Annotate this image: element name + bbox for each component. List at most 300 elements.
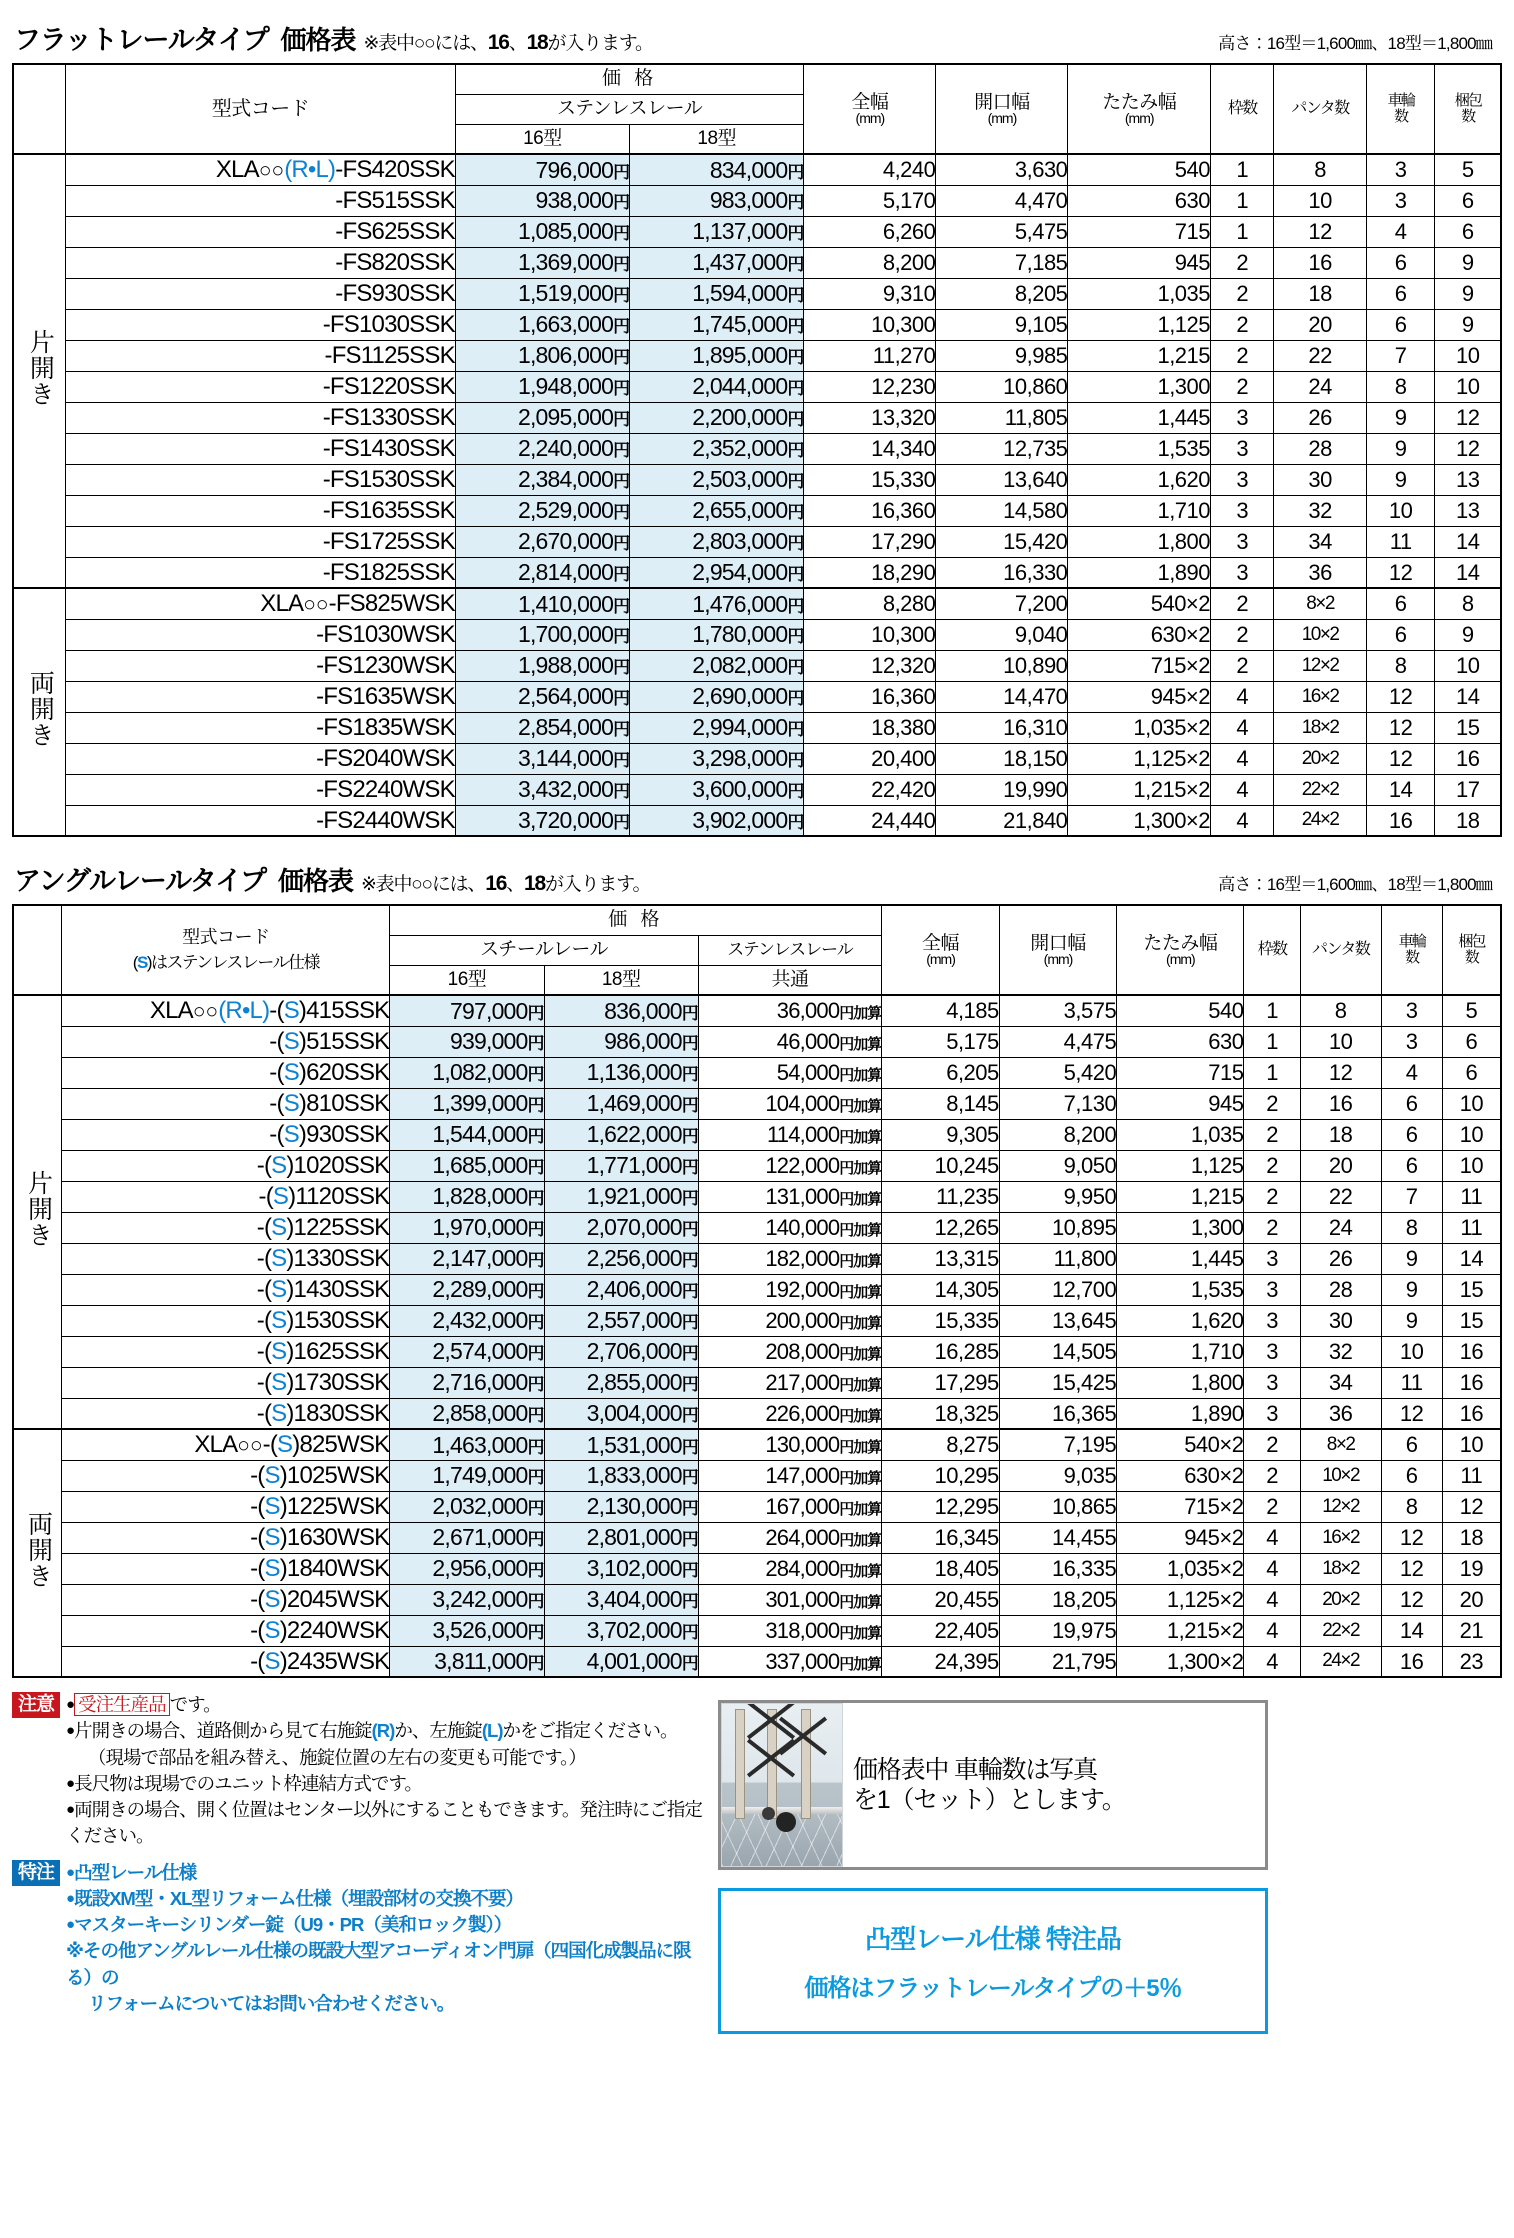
fold-width-cell: 540×2 (1068, 588, 1211, 619)
full-width-cell: 17,290 (804, 526, 936, 557)
table-row (13, 1429, 1501, 1460)
th-stainless-rail: ステンレスレール (455, 94, 804, 124)
table-row (13, 1026, 1501, 1057)
full-width-cell: 4,185 (882, 995, 999, 1026)
open-width-cell: 3,630 (936, 154, 1068, 185)
full-width-cell: 22,405 (882, 1615, 999, 1646)
price-18-cell: 1,780,000円 (630, 619, 804, 650)
panta-count-cell: 32 (1300, 1336, 1381, 1367)
package-count-cell: 12 (1435, 402, 1501, 433)
wheel-count-cell: 8 (1366, 650, 1435, 681)
open-width-cell: 18,150 (936, 743, 1068, 774)
price-16-cell: 3,811,000円 (390, 1646, 544, 1677)
panta-count-cell: 26 (1300, 1243, 1381, 1274)
panta-count-cell: 22×2 (1300, 1615, 1381, 1646)
table2-double-open-body (13, 1429, 1501, 1677)
table-row (13, 371, 1501, 402)
price-16-cell: 2,670,000円 (455, 526, 629, 557)
stainless-add-price-cell: 337,000円加算 (698, 1646, 882, 1677)
model-code-cell: -(S)1625SSK (62, 1336, 390, 1367)
price-16-cell: 1,685,000円 (390, 1150, 544, 1181)
flat-rail-type-title: フラットレールタイプ (14, 25, 269, 55)
model-code-cell: -FS1430SSK (66, 433, 455, 464)
th-wheel-count: 車輪 数 (1366, 64, 1435, 154)
gate-wheel-photo (721, 1703, 843, 1867)
model-code-cell: XLA○○(R•L)-(S)415SSK (62, 995, 390, 1026)
panta-count-cell: 24×2 (1274, 805, 1366, 836)
full-width-cell: 16,360 (804, 495, 936, 526)
open-width-cell: 4,470 (936, 185, 1068, 216)
table-row (13, 1336, 1501, 1367)
price-16-cell: 1,988,000円 (455, 650, 629, 681)
panta-count-cell: 12×2 (1300, 1491, 1381, 1522)
fold-width-cell: 1,035 (1068, 278, 1211, 309)
open-width-cell: 21,795 (999, 1646, 1116, 1677)
wheel-count-cell: 6 (1381, 1150, 1442, 1181)
open-width-cell: 19,990 (936, 774, 1068, 805)
fold-width-cell: 1,710 (1068, 495, 1211, 526)
stainless-add-price-cell: 122,000円加算 (698, 1150, 882, 1181)
table-row (13, 1057, 1501, 1088)
table-row (13, 402, 1501, 433)
flat-rail-height-note: 高さ：16型＝1,600㎜、18型＝1,800㎜ (1218, 34, 1492, 53)
frame-count-cell: 1 (1211, 154, 1274, 185)
price-18-cell: 1,833,000円 (544, 1460, 698, 1491)
package-count-cell: 6 (1435, 185, 1501, 216)
frame-count-cell: 2 (1244, 1212, 1300, 1243)
open-width-cell: 14,580 (936, 495, 1068, 526)
price-16-cell: 3,432,000円 (455, 774, 629, 805)
caution-line-5: ●両開きの場合、開く位置はセンター以外にすることもできます。発注時にご指定ください。 (66, 1799, 702, 1847)
package-count-cell: 10 (1442, 1088, 1501, 1119)
angle-rail-height-note: 高さ：16型＝1,600㎜、18型＝1,800㎜ (1218, 875, 1492, 894)
package-count-cell: 9 (1435, 619, 1501, 650)
stainless-add-price-cell: 208,000円加算 (698, 1336, 882, 1367)
frame-count-cell: 2 (1244, 1491, 1300, 1522)
package-count-cell: 5 (1435, 154, 1501, 185)
wheel-count-cell: 7 (1381, 1181, 1442, 1212)
panta-count-cell: 34 (1300, 1367, 1381, 1398)
fold-width-cell: 540 (1117, 995, 1244, 1026)
fold-width-cell: 1,300 (1068, 371, 1211, 402)
price-18-cell: 834,000円 (630, 154, 804, 185)
fold-width-cell: 540 (1068, 154, 1211, 185)
caution-note-lines (66, 1692, 712, 1850)
stainless-add-price-cell: 46,000円加算 (698, 1026, 882, 1057)
price-16-cell: 2,858,000円 (390, 1398, 544, 1429)
wheel-count-cell: 12 (1366, 681, 1435, 712)
package-count-cell: 10 (1435, 340, 1501, 371)
package-count-cell: 11 (1442, 1460, 1501, 1491)
open-width-cell: 7,130 (999, 1088, 1116, 1119)
wheel-count-cell: 7 (1366, 340, 1435, 371)
panta-count-cell: 16×2 (1274, 681, 1366, 712)
package-count-cell: 21 (1442, 1615, 1501, 1646)
frame-count-cell: 3 (1211, 402, 1274, 433)
full-width-cell: 22,420 (804, 774, 936, 805)
full-width-cell: 8,145 (882, 1088, 999, 1119)
panta-count-cell: 36 (1274, 557, 1366, 588)
th-type16: 16型 (390, 965, 544, 995)
stainless-add-price-cell: 114,000円加算 (698, 1119, 882, 1150)
frame-count-cell: 2 (1211, 650, 1274, 681)
th-model-code: 型式コード (66, 64, 455, 154)
wheel-count-cell: 6 (1366, 309, 1435, 340)
model-code-cell: XLA○○-(S)825WSK (62, 1429, 390, 1460)
full-width-cell: 10,300 (804, 619, 936, 650)
model-code-cell: -(S)1225SSK (62, 1212, 390, 1243)
model-code-cell: -FS1125SSK (66, 340, 455, 371)
open-width-cell: 9,040 (936, 619, 1068, 650)
price-18-cell: 1,469,000円 (544, 1088, 698, 1119)
frame-count-cell: 1 (1244, 1026, 1300, 1057)
price-16-cell: 939,000円 (390, 1026, 544, 1057)
panta-count-cell: 8×2 (1300, 1429, 1381, 1460)
price-16-cell: 1,410,000円 (455, 588, 629, 619)
model-code-cell: -FS1530SSK (66, 464, 455, 495)
package-count-cell: 12 (1435, 433, 1501, 464)
model-code-cell: -(S)515SSK (62, 1026, 390, 1057)
table2-header-row-1 (13, 905, 1501, 935)
panta-count-cell: 20 (1274, 309, 1366, 340)
full-width-cell: 4,240 (804, 154, 936, 185)
model-code-cell: -FS1725SSK (66, 526, 455, 557)
frame-count-cell: 2 (1244, 1088, 1300, 1119)
open-width-cell: 10,860 (936, 371, 1068, 402)
full-width-cell: 14,340 (804, 433, 936, 464)
price-18-cell: 2,082,000円 (630, 650, 804, 681)
price-18-cell: 2,557,000円 (544, 1305, 698, 1336)
th-open-type-spacer (13, 64, 66, 154)
table-row (13, 1088, 1501, 1119)
frame-count-cell: 4 (1244, 1615, 1300, 1646)
fold-width-cell: 1,620 (1068, 464, 1211, 495)
model-code-cell: -(S)1730SSK (62, 1367, 390, 1398)
full-width-cell: 24,395 (882, 1646, 999, 1677)
price-18-cell: 2,256,000円 (544, 1243, 698, 1274)
open-width-cell: 9,050 (999, 1150, 1116, 1181)
model-code-cell: -FS515SSK (66, 185, 455, 216)
price-16-cell: 2,574,000円 (390, 1336, 544, 1367)
price-16-cell: 3,242,000円 (390, 1584, 544, 1615)
price-16-cell: 2,147,000円 (390, 1243, 544, 1274)
price-16-cell: 2,095,000円 (455, 402, 629, 433)
th-open-type-spacer (13, 905, 62, 995)
price-16-cell: 2,564,000円 (455, 681, 629, 712)
th-price-group: 価 格 (455, 64, 804, 94)
th-type18: 18型 (630, 124, 804, 154)
wheel-count-cell: 9 (1381, 1305, 1442, 1336)
fold-width-cell: 945 (1117, 1088, 1244, 1119)
price-18-cell: 3,404,000円 (544, 1584, 698, 1615)
table1-double-open-body (13, 588, 1501, 836)
wheel-count-cell: 10 (1381, 1336, 1442, 1367)
flat-rail-pricelist-label: 価格表 (280, 25, 356, 55)
table-row (13, 216, 1501, 247)
footer-notes-left (12, 1692, 712, 2023)
fold-width-cell: 1,445 (1068, 402, 1211, 433)
flat-rail-circle-note: ※表中○○には、16、18が入ります。 (363, 31, 653, 54)
price-16-cell: 1,948,000円 (455, 371, 629, 402)
model-code-cell: XLA○○-FS825WSK (66, 588, 455, 619)
model-code-cell: -FS2240WSK (66, 774, 455, 805)
package-count-cell: 17 (1435, 774, 1501, 805)
price-18-cell: 2,855,000円 (544, 1367, 698, 1398)
price-18-cell: 1,895,000円 (630, 340, 804, 371)
caster-small (762, 1807, 775, 1820)
wheel-count-cell: 6 (1381, 1460, 1442, 1491)
open-width-cell: 7,185 (936, 247, 1068, 278)
price-18-cell: 2,200,000円 (630, 402, 804, 433)
table-row (13, 495, 1501, 526)
panta-count-cell: 30 (1274, 464, 1366, 495)
special-line-4: ※その他アングルレール仕様の既設大型アコーディオン門扉（四国化成製品に限る）の (66, 1940, 691, 1988)
fold-width-cell: 1,300×2 (1068, 805, 1211, 836)
table-row (13, 1491, 1501, 1522)
table-row (13, 1274, 1501, 1305)
wheel-count-cell: 9 (1381, 1243, 1442, 1274)
package-count-cell: 14 (1442, 1243, 1501, 1274)
panta-count-cell: 28 (1300, 1274, 1381, 1305)
fold-width-cell: 715 (1068, 216, 1211, 247)
panta-count-cell: 12×2 (1274, 650, 1366, 681)
fold-width-cell: 1,215 (1068, 340, 1211, 371)
angle-rail-pricelist-label: 価格表 (277, 866, 353, 896)
model-code-cell: -FS1030SSK (66, 309, 455, 340)
full-width-cell: 18,325 (882, 1398, 999, 1429)
model-code-cell: -(S)1430SSK (62, 1274, 390, 1305)
caution-line-2: ●片開きの場合、道路側から見て右施錠(R)か、左施錠(L)かをご指定ください。 (66, 1720, 678, 1742)
panta-count-cell: 18 (1300, 1119, 1381, 1150)
price-18-cell: 1,745,000円 (630, 309, 804, 340)
special-line-2: ●既設XM型・XL型リフォーム仕様（埋設部材の交換不要） (66, 1887, 524, 1909)
fold-width-cell: 1,535 (1068, 433, 1211, 464)
price-18-cell: 3,600,000円 (630, 774, 804, 805)
angle-rail-type-title: アングルレールタイプ (14, 866, 266, 896)
model-code-cell: -FS1825SSK (66, 557, 455, 588)
model-code-cell: -(S)1630WSK (62, 1522, 390, 1553)
table-row (13, 1181, 1501, 1212)
stainless-add-price-cell: 284,000円加算 (698, 1553, 882, 1584)
th-type18: 18型 (544, 965, 698, 995)
price-16-cell: 2,289,000円 (390, 1274, 544, 1305)
wheel-count-cell: 14 (1366, 774, 1435, 805)
full-width-cell: 12,265 (882, 1212, 999, 1243)
package-count-cell: 16 (1442, 1398, 1501, 1429)
panta-count-cell: 10×2 (1300, 1460, 1381, 1491)
open-width-cell: 5,475 (936, 216, 1068, 247)
table-row (13, 464, 1501, 495)
price-16-cell: 1,519,000円 (455, 278, 629, 309)
stainless-add-price-cell: 217,000円加算 (698, 1367, 882, 1398)
price-18-cell: 2,352,000円 (630, 433, 804, 464)
price-18-cell: 4,001,000円 (544, 1646, 698, 1677)
open-width-cell: 7,195 (999, 1429, 1116, 1460)
panta-count-cell: 18×2 (1300, 1553, 1381, 1584)
open-width-cell: 9,105 (936, 309, 1068, 340)
wheel-count-cell: 6 (1366, 619, 1435, 650)
wheel-count-cell: 3 (1381, 1026, 1442, 1057)
special-order-tag: 特注 (12, 1860, 60, 1886)
frame-count-cell: 3 (1244, 1274, 1300, 1305)
panta-count-cell: 24×2 (1300, 1646, 1381, 1677)
package-count-cell: 19 (1442, 1553, 1501, 1584)
price-16-cell: 1,085,000円 (455, 216, 629, 247)
wheel-photo-panel (718, 1700, 1268, 1870)
package-count-cell: 10 (1442, 1119, 1501, 1150)
th-open-width: 開口幅 (mm) (936, 64, 1068, 154)
price-18-cell: 3,902,000円 (630, 805, 804, 836)
open-width-cell: 16,335 (999, 1553, 1116, 1584)
stainless-add-price-cell: 130,000円加算 (698, 1429, 882, 1460)
package-count-cell: 15 (1435, 712, 1501, 743)
full-width-cell: 16,345 (882, 1522, 999, 1553)
fold-width-cell: 1,215 (1117, 1181, 1244, 1212)
table-row (13, 154, 1501, 185)
frame-count-cell: 4 (1211, 774, 1274, 805)
model-code-cell: -(S)1330SSK (62, 1243, 390, 1274)
table2-single-open-body (13, 995, 1501, 1429)
model-code-cell: -FS1835WSK (66, 712, 455, 743)
footer-notes-area (12, 1692, 1502, 2023)
fold-width-cell: 1,890 (1117, 1398, 1244, 1429)
table-row (13, 433, 1501, 464)
price-16-cell: 2,032,000円 (390, 1491, 544, 1522)
wheel-count-cell: 3 (1381, 995, 1442, 1026)
frame-count-cell: 2 (1244, 1119, 1300, 1150)
frame-count-cell: 4 (1244, 1553, 1300, 1584)
promo-line-2: 価格はフラットレールタイプの＋5％ (804, 1975, 1182, 2002)
stainless-add-price-cell: 147,000円加算 (698, 1460, 882, 1491)
panta-count-cell: 26 (1274, 402, 1366, 433)
full-width-cell: 14,305 (882, 1274, 999, 1305)
fold-width-cell: 715×2 (1068, 650, 1211, 681)
frame-count-cell: 1 (1211, 216, 1274, 247)
package-count-cell: 16 (1435, 743, 1501, 774)
frame-count-cell: 3 (1211, 557, 1274, 588)
table-row (13, 1243, 1501, 1274)
fold-width-cell: 1,800 (1068, 526, 1211, 557)
caution-line-3: （現場で部品を組み替え、施錠位置の左右の変更も可能です。） (88, 1746, 586, 1768)
special-order-note-block (12, 1860, 712, 2018)
price-16-cell: 1,544,000円 (390, 1119, 544, 1150)
wheel-count-cell: 8 (1381, 1212, 1442, 1243)
frame-count-cell: 4 (1244, 1584, 1300, 1615)
full-width-cell: 11,235 (882, 1181, 999, 1212)
price-18-cell: 2,503,000円 (630, 464, 804, 495)
panta-count-cell: 20×2 (1300, 1584, 1381, 1615)
full-width-cell: 15,335 (882, 1305, 999, 1336)
wheel-count-cell: 10 (1366, 495, 1435, 526)
price-18-cell: 3,298,000円 (630, 743, 804, 774)
model-code-cell: -FS1635WSK (66, 681, 455, 712)
price-16-cell: 2,432,000円 (390, 1305, 544, 1336)
price-18-cell: 3,702,000円 (544, 1615, 698, 1646)
fold-width-cell: 630×2 (1117, 1460, 1244, 1491)
fold-width-cell: 1,300×2 (1117, 1646, 1244, 1677)
group-label-double-open: 両開き (13, 588, 66, 836)
fold-width-cell: 630 (1068, 185, 1211, 216)
fold-width-cell: 1,125 (1068, 309, 1211, 340)
fold-width-cell: 1,620 (1117, 1305, 1244, 1336)
special-line-3: ●マスターキーシリンダー錠（U9・PR（美和ロック製）） (66, 1914, 512, 1936)
frame-count-cell: 1 (1244, 995, 1300, 1026)
full-width-cell: 5,175 (882, 1026, 999, 1057)
open-width-cell: 16,365 (999, 1398, 1116, 1429)
price-18-cell: 2,994,000円 (630, 712, 804, 743)
panta-count-cell: 20×2 (1274, 743, 1366, 774)
th-package-count: 梱包 数 (1435, 64, 1501, 154)
table-row (13, 743, 1501, 774)
price-16-cell: 3,526,000円 (390, 1615, 544, 1646)
open-width-cell: 7,200 (936, 588, 1068, 619)
table-row (13, 650, 1501, 681)
frame-count-cell: 2 (1211, 371, 1274, 402)
price-16-cell: 1,806,000円 (455, 340, 629, 371)
th-price-group: 価 格 (390, 905, 882, 935)
table-row (13, 1212, 1501, 1243)
frame-count-cell: 3 (1211, 526, 1274, 557)
wheel-photo-caption (843, 1703, 1265, 1867)
angle-rail-price-table (12, 904, 1502, 1678)
panta-count-cell: 16 (1300, 1088, 1381, 1119)
price-18-cell: 2,801,000円 (544, 1522, 698, 1553)
panta-count-cell: 10 (1274, 185, 1366, 216)
table-row (13, 1646, 1501, 1677)
stainless-add-price-cell: 301,000円加算 (698, 1584, 882, 1615)
th-pantagraph-count: パンタ数 (1300, 905, 1381, 995)
price-18-cell: 3,102,000円 (544, 1553, 698, 1584)
table-row (13, 278, 1501, 309)
table-row (13, 1150, 1501, 1181)
open-width-cell: 8,205 (936, 278, 1068, 309)
special-line-1: ●凸型レール仕様 (66, 1861, 197, 1883)
full-width-cell: 18,290 (804, 557, 936, 588)
model-code-cell: -(S)2240WSK (62, 1615, 390, 1646)
stainless-add-price-cell: 54,000円加算 (698, 1057, 882, 1088)
fold-width-cell: 1,800 (1117, 1367, 1244, 1398)
table-row (13, 619, 1501, 650)
wheel-caption-line-2: を1（セット）とします。 (853, 1786, 1126, 1814)
frame-count-cell: 3 (1211, 433, 1274, 464)
package-count-cell: 10 (1435, 371, 1501, 402)
open-width-cell: 14,455 (999, 1522, 1116, 1553)
fold-width-cell: 1,215×2 (1068, 774, 1211, 805)
fold-width-cell: 715×2 (1117, 1491, 1244, 1522)
price-18-cell: 836,000円 (544, 995, 698, 1026)
fold-width-cell: 1,215×2 (1117, 1615, 1244, 1646)
package-count-cell: 14 (1435, 526, 1501, 557)
footer-notes-right (718, 1692, 1498, 2023)
frame-count-cell: 1 (1244, 1057, 1300, 1088)
fold-width-cell: 1,125 (1117, 1150, 1244, 1181)
frame-count-cell: 2 (1211, 247, 1274, 278)
table1-single-open-body (13, 154, 1501, 588)
flat-rail-section-heading (14, 18, 1502, 57)
full-width-cell: 9,305 (882, 1119, 999, 1150)
price-16-cell: 2,854,000円 (455, 712, 629, 743)
wheel-count-cell: 12 (1381, 1398, 1442, 1429)
panta-count-cell: 30 (1300, 1305, 1381, 1336)
panta-count-cell: 22 (1300, 1181, 1381, 1212)
wheel-count-cell: 12 (1381, 1553, 1442, 1584)
angle-rail-section-heading (14, 859, 1502, 898)
wheel-count-cell: 6 (1381, 1119, 1442, 1150)
convex-rail-promo-panel (718, 1888, 1268, 2034)
price-16-cell: 796,000円 (455, 154, 629, 185)
model-code-cell: -FS625SSK (66, 216, 455, 247)
th-type16: 16型 (455, 124, 629, 154)
